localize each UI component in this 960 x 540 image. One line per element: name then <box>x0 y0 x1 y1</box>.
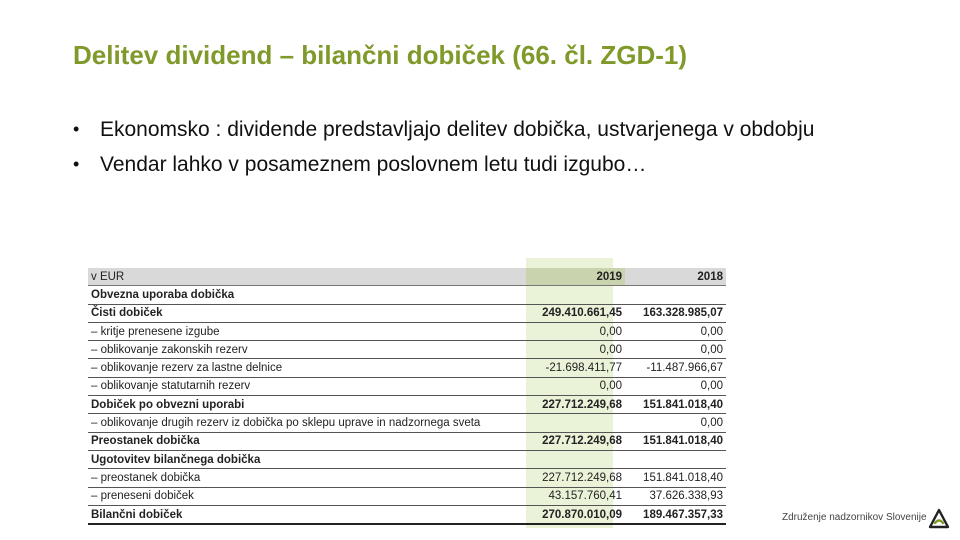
row-label: – oblikovanje drugih rezerv iz dobička po sklepu uprave in nadzornega sveta <box>88 414 526 432</box>
table-row <box>88 450 726 468</box>
table-row <box>88 396 726 414</box>
row-value-2018: 163.328.985,07 <box>625 304 726 322</box>
table-row <box>88 377 726 395</box>
row-value-2019 <box>526 286 625 304</box>
bullet-item <box>73 152 873 177</box>
row-value-2018: 0,00 <box>625 377 726 395</box>
row-value-2019: 0,00 <box>526 377 625 395</box>
table-header-row <box>88 268 726 286</box>
row-label: Dobiček po obvezni uporabi <box>88 396 526 414</box>
table-row <box>88 322 726 340</box>
slide-title: Delitev dividend – bilančni dobiček (66. čl. ZGD-1) <box>73 40 688 70</box>
bullet-item <box>73 117 873 142</box>
bullet-glyph: • <box>73 154 80 174</box>
row-value-2019: 227.712.249,68 <box>526 396 625 414</box>
row-value-2018 <box>625 450 726 468</box>
row-label: – oblikovanje statutarnih rezerv <box>88 377 526 395</box>
table-row <box>88 487 726 505</box>
row-value-2019 <box>526 414 625 432</box>
table-row <box>88 414 726 432</box>
row-label: Bilančni dobiček <box>88 505 526 524</box>
header-2018: 2018 <box>625 268 726 286</box>
row-label: Čisti dobiček <box>88 304 526 322</box>
row-label: – preostanek dobička <box>88 469 526 487</box>
bullet-glyph: • <box>73 119 80 139</box>
row-value-2019: 227.712.249,68 <box>526 432 625 450</box>
table-row <box>88 469 726 487</box>
row-label: – oblikovanje zakonskih rezerv <box>88 341 526 359</box>
row-value-2018: 151.841.018,40 <box>625 432 726 450</box>
profit-table <box>88 268 726 525</box>
row-label: – oblikovanje rezerv za lastne delnice <box>88 359 526 377</box>
row-label: Ugotovitev bilančnega dobička <box>88 450 526 468</box>
row-value-2018: 0,00 <box>625 322 726 340</box>
row-value-2019: 270.870.010,09 <box>526 505 625 524</box>
bullet-text: Ekonomsko : dividende predstavljajo delitev dobička, ustvarjenega v obdobju <box>100 118 815 141</box>
row-value-2018: 0,00 <box>625 341 726 359</box>
row-value-2019 <box>526 450 625 468</box>
table-row <box>88 341 726 359</box>
row-value-2019: -21.698.411,77 <box>526 359 625 377</box>
header-label: v EUR <box>88 268 526 286</box>
bullet-list <box>73 117 873 187</box>
table-row <box>88 359 726 377</box>
row-value-2019: 249.410.661,45 <box>526 304 625 322</box>
table-row <box>88 505 726 524</box>
table-row <box>88 304 726 322</box>
row-label: – kritje prenesene izgube <box>88 322 526 340</box>
row-value-2018: 37.626.338,93 <box>625 487 726 505</box>
row-label: Obvezna uporaba dobička <box>88 286 526 304</box>
header-2019: 2019 <box>526 268 625 286</box>
profit-table-image <box>88 258 728 530</box>
row-label: – preneseni dobiček <box>88 487 526 505</box>
row-value-2018: 151.841.018,40 <box>625 469 726 487</box>
row-value-2018: 189.467.357,33 <box>625 505 726 524</box>
row-value-2019: 227.712.249,68 <box>526 469 625 487</box>
row-value-2019: 0,00 <box>526 322 625 340</box>
bullet-text: Vendar lahko v posameznem poslovnem letu tudi izgubo… <box>100 153 647 176</box>
row-value-2018: 0,00 <box>625 414 726 432</box>
association-logo-icon <box>928 508 950 530</box>
row-value-2018 <box>625 286 726 304</box>
table-row <box>88 286 726 304</box>
row-value-2018: 151.841.018,40 <box>625 396 726 414</box>
row-label: Preostanek dobička <box>88 432 526 450</box>
table-row <box>88 432 726 450</box>
footer-organization: Združenje nadzornikov Slovenije <box>782 512 927 523</box>
row-value-2019: 0,00 <box>526 341 625 359</box>
row-value-2019: 43.157.760,41 <box>526 487 625 505</box>
row-value-2018: -11.487.966,67 <box>625 359 726 377</box>
